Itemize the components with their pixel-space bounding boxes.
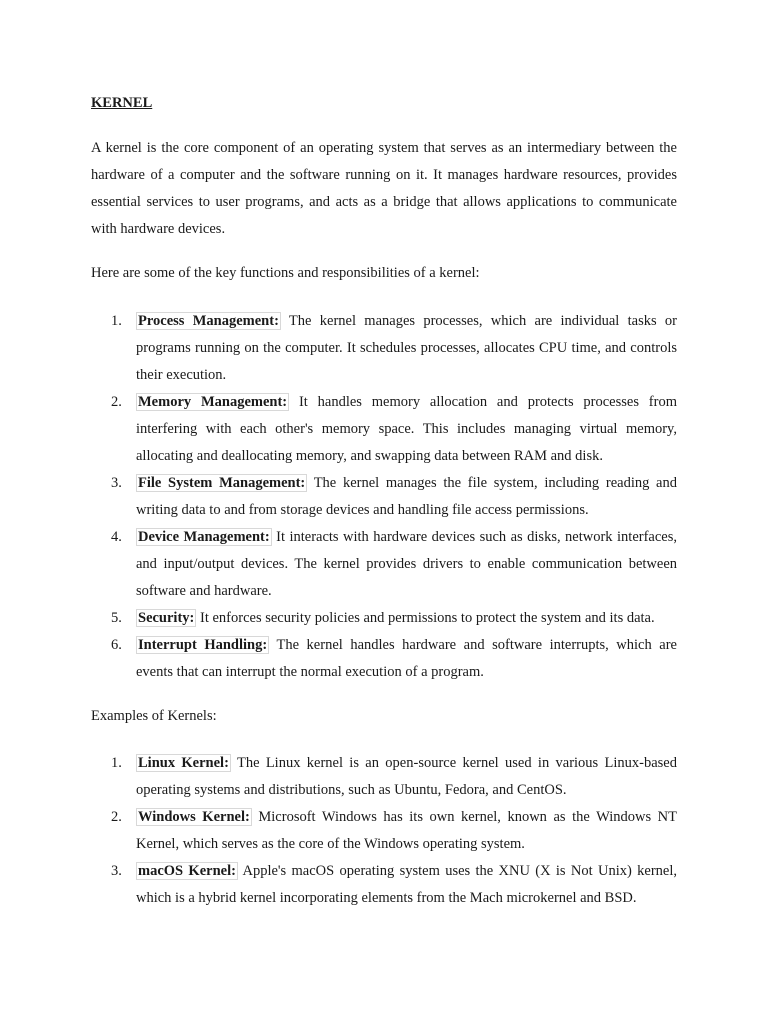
list-text: It enforces security policies and permissions to protect the system and its data. [196, 610, 655, 626]
document-page [91, 93, 677, 912]
list-item [91, 804, 677, 858]
list-item [91, 308, 677, 389]
list-item [91, 750, 677, 804]
list-text: It handles memory allocation and protects processes from interfering with each other's memory space. This includes managing virtual memory, allocating and deallocating memory, and swapping data between RAM and disk. [136, 394, 677, 464]
list-item [91, 470, 677, 524]
list-number: 3. [111, 475, 122, 491]
list-number: 1. [111, 313, 122, 329]
list-item [91, 389, 677, 470]
list-number: 2. [111, 809, 122, 825]
list-item [91, 605, 677, 632]
examples-list [91, 750, 677, 912]
list-item [91, 632, 677, 686]
list-term: macOS Kernel: [138, 863, 236, 879]
list-term: Device Management: [138, 529, 270, 545]
list-number: 3. [111, 863, 122, 879]
functions-list [91, 308, 677, 686]
list-text: The Linux kernel is an open-source kernel used in various Linux-based operating systems and distributions, such as Ubuntu, Fedora, and CentOS. [136, 755, 677, 798]
examples-heading: Examples of Kernels: [91, 708, 217, 724]
list-number: 6. [111, 637, 122, 653]
list-text: It interacts with hardware devices such as disks, network interfaces, and input/output devices. The kernel provides drivers to enable communication between software and hardware. [136, 529, 677, 599]
list-text: Microsoft Windows has its own kernel, known as the Windows NT Kernel, which serves as the core of the Windows operating system. [136, 809, 677, 852]
list-text: The kernel manages the file system, including reading and writing data to and from storage devices and handling file access permissions. [136, 475, 677, 518]
list-item [91, 524, 677, 605]
list-number: 5. [111, 610, 122, 626]
list-number: 2. [111, 394, 122, 410]
list-term: Process Management: [138, 313, 279, 329]
list-term: Interrupt Handling: [138, 637, 268, 653]
document-title: KERNEL [91, 95, 153, 111]
list-item [91, 858, 677, 912]
list-text: The kernel handles hardware and software interrupts, which are events that can interrupt the normal execution of a program. [136, 637, 677, 680]
list-term: Windows Kernel: [138, 809, 250, 825]
list-text: The kernel manages processes, which are individual tasks or programs running on the computer. It schedules processes, allocates CPU time, and controls their execution. [136, 313, 677, 383]
intro-paragraph: A kernel is the core component of an operating system that serves as an intermediary between the hardware of a computer and the software running on it. It manages hardware resources, provides essential services to user programs, and acts as a bridge that allows applications to communicate with hardware devices. [91, 140, 677, 237]
list-number: 4. [111, 529, 122, 545]
functions-lead: Here are some of the key functions and responsibilities of a kernel: [91, 265, 480, 281]
list-text: Apple's macOS operating system uses the XNU (X is Not Unix) kernel, which is a hybrid kernel incorporating elements from the Mach microkernel and BSD. [136, 863, 677, 906]
list-number: 1. [111, 755, 122, 771]
list-term: File System Management: [138, 475, 306, 491]
list-term: Memory Management: [138, 394, 288, 410]
list-term: Security: [138, 610, 195, 626]
list-term: Linux Kernel: [138, 755, 229, 771]
